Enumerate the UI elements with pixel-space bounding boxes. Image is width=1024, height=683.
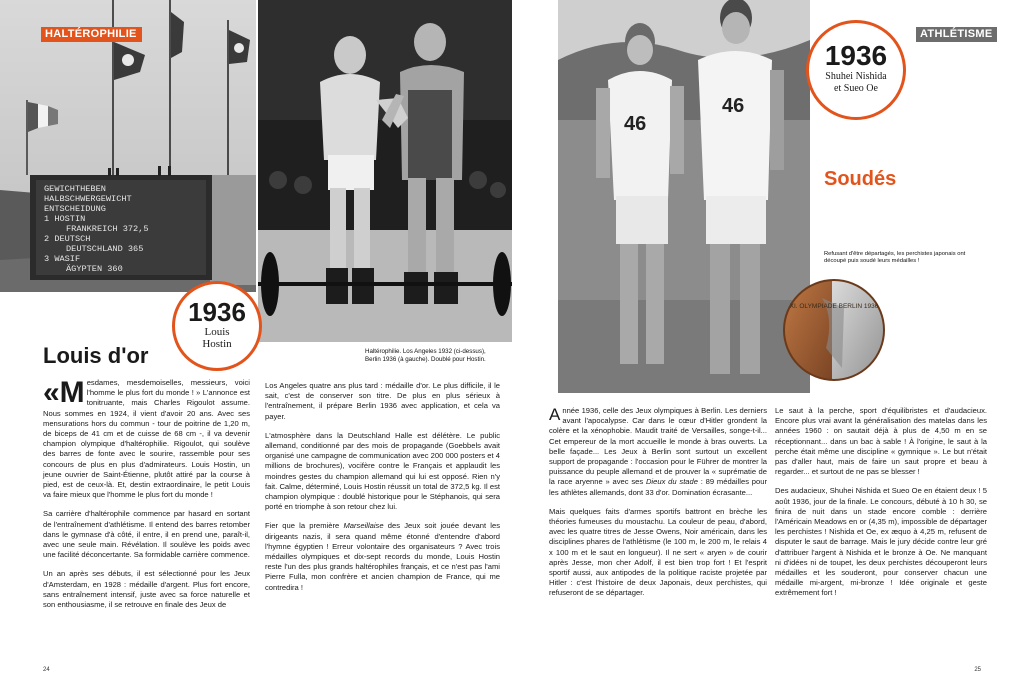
headline: Louis d'or	[43, 343, 149, 368]
paragraph-text: esdames, mesdemoiselles, messieurs, voici l'homme le plus fort du monde ! » L'annonce est tonitruante, mais Charles Rigoulot assume. Nous sommes en 1924, il vient d'avoir 20 ans. Avec ses mensurations hors du commun - tour de poitrine de 1,20 m, de biceps de 41 cm et de cuisse de 68 cm -, il va devenir champion olympique d'haltérophilie. Rigoulot, qui soulève des barres de fonte avec le sourire, rassemble pour ses concours de plus en plus d'admirateurs. Louis Hostin, un jeune ouvrier de Saint-Étienne, plutôt attiré par la course à pied, est de ceux-là. Et, destin extraordinaire, le petit Louis va faire mieux que l'homme le plus fort du monde !	[43, 378, 250, 500]
soldered-medal-image	[782, 278, 887, 383]
article-column-1	[549, 406, 767, 608]
scoreboard-row: HALBSCHWERGEWICHT	[44, 194, 132, 204]
japanese-pole-vaulters-photo	[558, 0, 810, 393]
svg-text:46: 46	[624, 113, 647, 135]
paragraph: Le saut à la perche, sport d'équilibristes et d'audacieux. Encore plus vrai avant la généralisation des matelas dans les années 1960 : on sautait déjà à plus de 4,50 m en se réceptionnant... dans un bac à sable ! À l'origine, le saut à la perche était même une discipline « gymnique ». Le but n'était pas d'aller haut, mais de faire un saut propre et beau à regarder... et surtout de ne pas se blesser !	[775, 406, 987, 477]
article-column-1	[43, 378, 250, 619]
dropcap: A	[549, 405, 561, 424]
italic-term: Marseillaise	[343, 521, 384, 531]
section-tag: HALTÉROPHILIE	[41, 27, 142, 42]
page-number: 24	[43, 667, 50, 673]
weightlifters-handshake-photo	[258, 0, 512, 342]
page-number: 25	[974, 667, 981, 673]
scoreboard-row: GEWICHTHEBEN	[44, 184, 106, 194]
medal-inscription: XI. OLYMPIADE BERLIN 1936	[789, 303, 879, 310]
paragraph: Des audacieux, Shuhei Nishida et Sueo Oe en étaient deux ! 5 août 1936, jour de la finale. Le concours, débuté à 10 h 30, se finira de nuit dans un stade encore comble : derrière l'Américain Meadows en or (4,35 m), impossible de départager les perchistes ! Nishida et Oe, ex æquo à 4,25 m, refusent de disputer le saut de barrage. Mais le jury décide contre leur gré d'attribuer l'argent à Nishida et le bronze à Oe. Ne manquant ni d'idées ni de toupet, les deux perchistes découperont leurs médailles et les souderont, pour conserver chacun une médaille mi-argent, mi-bronze ! Idée originale et geste extrêmement fort !	[775, 486, 987, 598]
badge-year: 1936	[188, 297, 246, 327]
headline: Soudés	[824, 168, 897, 190]
paragraph-text: Fier que la première	[265, 521, 344, 531]
svg-text:46: 46	[722, 95, 745, 117]
scoreboard-row: 2 DEUTSCH	[44, 234, 91, 244]
photo-caption: Haltérophilie. Los Angeles 1932 (ci-dessus), Berlin 1936 (à gauche). Doublé pour Hostin.	[365, 348, 486, 363]
year-badge	[806, 20, 906, 120]
badge-year: 1936	[824, 40, 888, 71]
badge-name-line2: Hostin	[202, 338, 232, 350]
stadium-scoreboard-photo	[0, 0, 256, 292]
scoreboard-row: DEUTSCHLAND 365	[66, 244, 144, 254]
italic-term: Dieux du stade	[645, 477, 698, 487]
scoreboard-row: ENTSCHEIDUNG	[44, 204, 106, 214]
dropcap: «M	[43, 376, 85, 409]
article-column-2	[775, 406, 987, 608]
badge-name-line2: et Sueo Oe	[834, 83, 878, 94]
paragraph: Mais quelques faits d'armes sportifs battront en brèche les théories fumeuses du moustachu. La couleur de peau, d'abord, avec les quatre titres de Jesse Owens, Noir américain, dans les disciplines phares de l'athlétisme (le 100 m, le 200 m, le relais 4 x 100 m et le saut en longueur). Il ne sert « aryen » de courir après Jesse, mon cher Adolf, il est bien trop fort ! Et l'esprit sportif aussi, aux antipodes de la politique raciste projetée par Hitler : c'est l'histoire de deux Japonais, deux perchistes, qui refuseront de se départager.	[549, 506, 767, 598]
right-page	[512, 0, 1024, 683]
badge-name-line1: Louis	[204, 326, 230, 338]
paragraph-text: : 89 médailles pour les athlètes allemands, dont 33 d'or. Domination écrasante...	[549, 477, 767, 497]
paragraph: Sa carrière d'haltérophile commence par hasard en sortant de l'entraînement d'athlétisme. Il entend des barres retomber dans le gymnase d'à côté, il entre, il en prend une, paraît-il, avec une seule main. Révélation. Il soulève les poids avec une facilité déconcertante. Sa formidable carrière commence.	[43, 509, 250, 560]
badge-name-line1: Shuhei Nishida	[825, 71, 887, 82]
year-badge	[172, 281, 262, 371]
paragraph	[549, 406, 767, 498]
scoreboard-row: 1 HOSTIN	[44, 214, 86, 224]
paragraph	[43, 378, 250, 500]
article-column-2	[265, 381, 500, 602]
paragraph: Un an après ses débuts, il est sélectionné pour les Jeux d'Amsterdam, en 1928 : médaille d'argent. Plus fort encore, sans entraînement intensif, juste avec sa force naturelle et son enthousiasme, il se retrouve en finale des Jeux de	[43, 569, 250, 610]
paragraph: Los Angeles quatre ans plus tard : médaille d'or. Le plus difficile, il le sait, c'est de conserver son titre. De plus en plus sérieux à l'entraînement, il prépare Berlin 1936 avec application, et cela va payer.	[265, 381, 500, 421]
section-tag: ATHLÉTISME	[916, 27, 997, 42]
scoreboard-row: ÄGYPTEN 360	[66, 264, 123, 274]
paragraph-text: nnée 1936, celle des Jeux olympiques à Berlin. Les derniers avant l'apocalypse. Car dans le cœur d'Hitler grondent la colère et la xénophobie. Maudit traité de Versailles, songe-t-il... Cet empereur de la mort accueille le monde à bras ouverts. La belle façade... Les Jeux à Berlin sont surtout un excellent support de propagande : l'occasion pour le Führer de montrer la puissance du peuple allemand et de prouver la « suprématie de la race aryenne » avec ses	[549, 406, 767, 487]
scoreboard-row: FRANKREICH 372,5	[66, 224, 149, 234]
medal-caption: Refusant d'être départagés, les perchistes japonais ont découpé puis soudé leurs médailles !	[824, 251, 966, 264]
paragraph	[265, 521, 500, 592]
scoreboard-row: 3 WASIF	[44, 254, 81, 264]
paragraph-text: des Jeux soit jouée devant les dirigeants nazis, il sera quand même étonné d'entendre d'abord l'hymne égyptien ! Erreur volontaire des organisateurs ? Avec trois médailles olympiques et dix-sept records du monde, Louis Hostin reste l'un des plus grands haltérophiles français, et ce n'est pas l'ami Pierre Fulla, mon confrère et ancien champion de France, qui me contredira !	[265, 521, 500, 592]
paragraph: L'atmosphère dans la Deutschland Halle est délétère. Le public allemand, conditionné par des mois de propagande (Goebbels avait organisé une campagne de communication avec 200 000 posters et 4 millions de brochures), vocifère contre le Français et applaudit les moindres gestes du champion allemand qui lui est opposé. Rien n'y fait. Calme, déterminé, Louis Hostin réussit un total de 372,5 kg. Il est champion olympique : doublé historique pour le Stéphanois, qui sera porté en triomphe à son retour chez lui.	[265, 430, 500, 512]
